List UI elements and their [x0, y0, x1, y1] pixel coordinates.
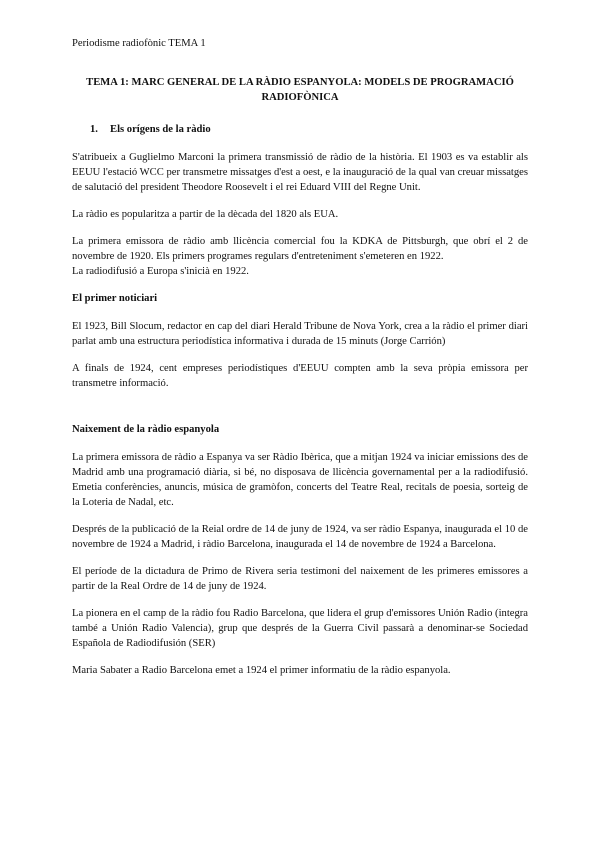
- subheading-primer-noticiari: El primer noticiari: [72, 293, 158, 304]
- paragraph-europa: La radiodifusió a Europa s'inicià en 1922.: [72, 266, 249, 277]
- paragraph-primo-de-rivera: El període de la dictadura de Primo de Rivera seria testimoni del naixement de les primeres emissores a partir de la Real Ordre de 14 de juny de 1924.: [72, 566, 528, 592]
- section-number: 1.: [90, 124, 98, 135]
- paragraph-reial-ordre: Després de la publicació de la Reial ordre de 14 de juny de 1924, va ser ràdio Espanya, inaugurada el 10 de novembre de 1924 a Madrid, i ràdio Barcelona, inaugurada el 14 de novembre de 1924 a Barcelona.: [72, 524, 528, 550]
- paragraph-marconi: S'atribueix a Guglielmo Marconi la primera transmissió de ràdio de la història. El 1903 es va establir als EEUU l'estació WCC per transmetre missatges d'est a oest, e la inauguració de la qual van creuar missatges de salutació del president Theodore Roosevelt i el rei Eduard VIII del Regne Unit.: [72, 152, 528, 193]
- paragraph-radio-iberica: La primera emissora de ràdio a Espanya va ser Ràdio Ibèrica, que a mitjan 1924 va iniciar emissions des de Madrid amb una programació diària, si bé, no disposava de llicència governamental per a la radiodifusió. Emetia conferències, anuncis, música de gramòfon, concerts del Teatre Real, recitals de poesia, sorteig de la Loteria de Nadal, etc.: [72, 452, 528, 508]
- document-page: [72, 36, 528, 690]
- paragraph-radio-barcelona: La pionera en el camp de la ràdio fou Radio Barcelona, que lidera el grup d'emissores Unión Radio (integra també a Unión Radio Valencia), grup que després de la Guerra Civil passarà a denominar-se Sociedad Española de Radiodifusión (SER): [72, 608, 528, 649]
- document-title: TEMA 1: MARC GENERAL DE LA RÀDIO ESPANYOLA: MODELS DE PROGRAMACIÓ RADIOFÒNICA: [86, 77, 514, 103]
- section-heading-text: Els orígens de la ràdio: [110, 124, 211, 135]
- paragraph-popularitza: La ràdio es popularitza a partir de la dècada del 1820 als EUA.: [72, 209, 339, 220]
- paragraph-maria-sabater: Maria Sabater a Radio Barcelona emet a 1924 el primer informatiu de la ràdio espanyola.: [72, 665, 451, 676]
- paragraph-empreses: A finals de 1924, cent empreses periodístiques d'EEUU compten amb la seva pròpia emissora per transmetre informació.: [72, 363, 528, 389]
- running-header: Periodisme radiofònic TEMA 1: [72, 38, 206, 49]
- section-heading-origins: [72, 122, 528, 137]
- subheading-naixement: Naixement de la ràdio espanyola: [72, 424, 220, 435]
- paragraph-slocum: El 1923, Bill Slocum, redactor en cap del diari Herald Tribune de Nova York, crea a la ràdio el primer diari parlat amb una estructura periodística informativa i durada de 15 minuts (Jorge Carrión): [72, 321, 528, 347]
- paragraph-kdka: La primera emissora de ràdio amb llicència comercial fou la KDKA de Pittsburgh, que obrí el 2 de novembre de 1920. Els primers programes regulars d'entreteniment s'emeteren en 1922.: [72, 236, 528, 262]
